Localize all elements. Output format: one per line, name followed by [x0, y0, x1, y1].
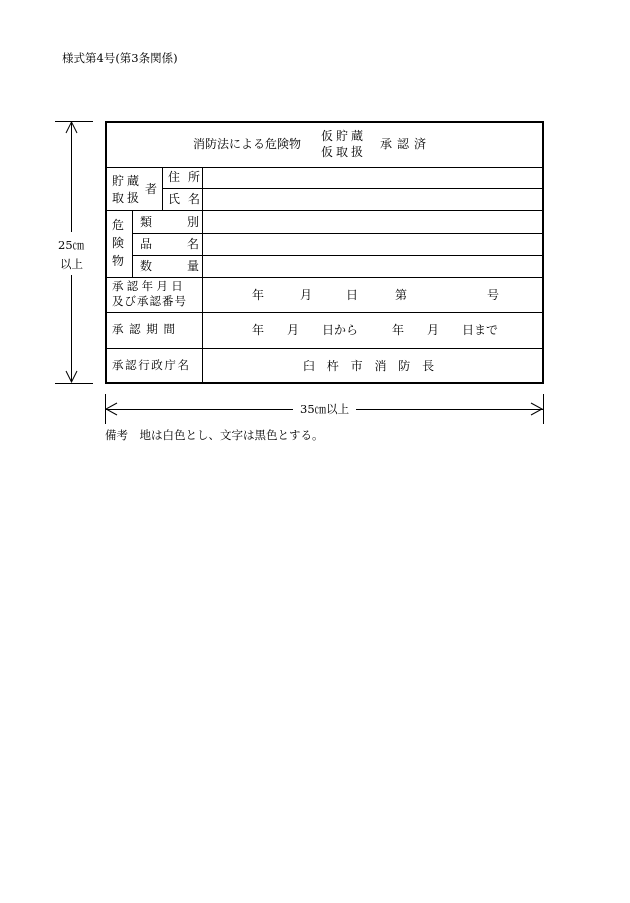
row-divider-title	[107, 167, 542, 168]
person-label: 者	[145, 182, 158, 196]
approval-date-label-2: 及び承認番号	[112, 294, 187, 308]
approval-number-suffix: 号	[487, 288, 500, 302]
title-stack-handling: 仮取扱	[321, 145, 367, 159]
title-main: 消防法による危険物	[193, 137, 302, 151]
title-stack-storage: 仮貯蔵	[321, 129, 367, 143]
arrow-left-icon	[106, 403, 117, 415]
height-dim-arrows	[62, 121, 82, 384]
product-label-b: 名	[187, 237, 200, 251]
height-dim-value: 25㎝	[58, 238, 85, 252]
quantity-label-a: 数	[140, 259, 153, 273]
row-divider-storage	[107, 210, 542, 211]
form-number-label: 様式第4号(第3条関係)	[62, 51, 178, 65]
storage-label: 貯蔵	[112, 174, 143, 188]
arrow-up-icon	[66, 122, 77, 133]
agency-value: 臼 杵 市 消 防 長	[303, 359, 439, 373]
width-dim-label: 35㎝以上	[300, 402, 350, 416]
kind-label-a: 類	[140, 215, 153, 229]
period-end-day: 日まで	[462, 323, 499, 337]
row-divider-date	[107, 312, 542, 313]
row-divider-period	[107, 348, 542, 349]
period-end-year: 年	[392, 323, 405, 337]
period-start-year: 年	[252, 323, 265, 337]
title-approved: 承認済	[380, 137, 432, 151]
remark-note: 備考 地は白色とし、文字は黒色とする。	[105, 428, 324, 442]
approval-day: 日	[346, 288, 359, 302]
period-start-month: 月	[287, 323, 300, 337]
arrow-down-icon	[66, 371, 77, 382]
hazard-label-2: 険	[112, 236, 125, 250]
product-label-a: 品	[140, 237, 153, 251]
address-label: 住所	[168, 170, 209, 184]
approval-sign-form	[105, 121, 544, 384]
approval-number-prefix: 第	[395, 288, 408, 302]
period-start-day: 日から	[322, 323, 359, 337]
col-divider-storage	[162, 167, 163, 210]
quantity-label-b: 量	[187, 259, 200, 273]
row-divider-hazard	[107, 277, 542, 278]
kind-label-b: 別	[187, 215, 200, 229]
row-divider-address	[162, 188, 542, 189]
height-dim-suffix: 以上	[60, 257, 83, 271]
agency-label: 承認行政庁名	[112, 358, 191, 372]
hazard-label-1: 危	[112, 218, 125, 232]
col-divider-hazard	[132, 210, 133, 277]
approval-month: 月	[300, 288, 313, 302]
handling-label: 取扱	[112, 191, 143, 205]
row-divider-kind	[132, 233, 542, 234]
hazard-label-3: 物	[112, 254, 125, 268]
row-divider-product	[132, 255, 542, 256]
approval-date-label-1: 承認年月日	[112, 279, 186, 293]
approval-period-label: 承 認 期 間	[112, 322, 176, 336]
name-label: 氏名	[168, 192, 209, 206]
period-end-month: 月	[427, 323, 440, 337]
arrow-right-icon	[531, 403, 542, 415]
approval-year: 年	[252, 288, 265, 302]
